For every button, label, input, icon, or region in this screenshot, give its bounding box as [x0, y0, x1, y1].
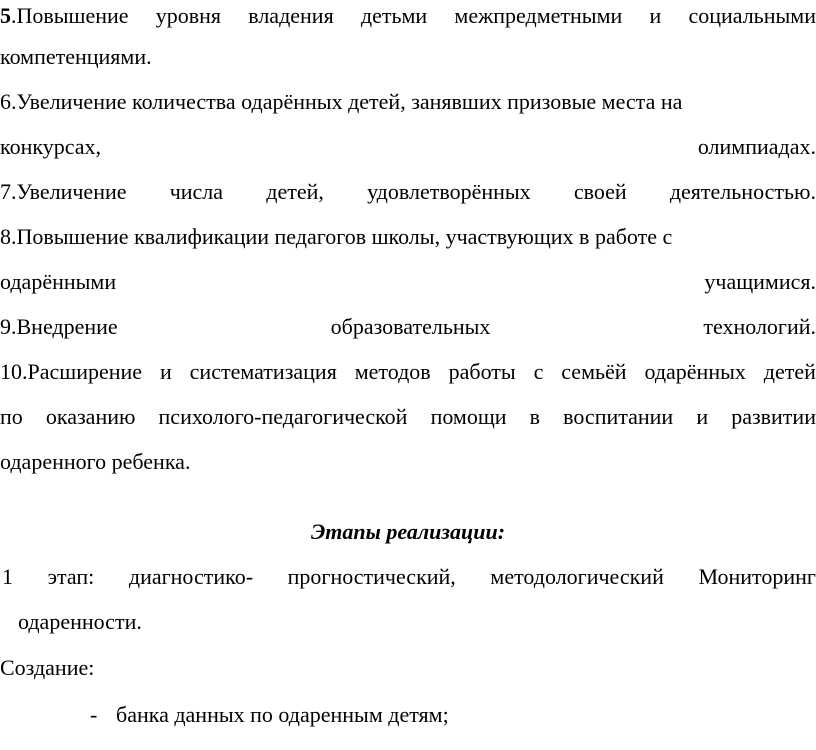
- item-7-word-5: своей: [573, 179, 627, 204]
- item-10-l2-word-2: оказанию: [45, 404, 136, 429]
- stage-1-line-2: одаренности.: [18, 609, 142, 634]
- item-8-word-2: учащимися.: [704, 269, 816, 294]
- item-10-l1-word-4: методов: [354, 359, 431, 384]
- bullet-dash: -: [90, 702, 98, 727]
- item-8-word-1: одарёнными: [0, 269, 117, 294]
- item-7-word-6: деятельностью.: [669, 179, 816, 204]
- item-10-l2-word-3: психолого-педагогической: [158, 404, 408, 429]
- item-9-word-2: образовательных: [330, 314, 491, 339]
- item-10-l1-word-3: систематизация: [189, 359, 337, 384]
- item-10-l1-word-1: 10.Расширение: [0, 359, 143, 384]
- item-5-word-1: 5.Повышение: [0, 3, 129, 28]
- item-10-l1-word-6: с: [533, 359, 544, 384]
- bullet-item-1: [90, 701, 790, 729]
- item-10-l2-word-5: в: [529, 404, 541, 429]
- item-5-word-6: и: [649, 3, 662, 28]
- item-10-l2-word-7: и: [696, 404, 709, 429]
- item-7-word-4: удовлетворённых: [367, 179, 531, 204]
- item-7-word-1: 7.Увеличение: [0, 179, 127, 204]
- item-10-l2-word-6: воспитании: [563, 404, 674, 429]
- item-9-word-1: 9.Внедрение: [0, 314, 118, 339]
- item-6-word-1: конкурсах,: [0, 134, 102, 159]
- item-10-l1-word-7: семьёй: [561, 359, 627, 384]
- stage-1-word-3: диагностико-: [128, 564, 254, 589]
- stage-1-word-1: 1: [2, 564, 13, 589]
- item-10-l1-word-8: одарённых: [644, 359, 746, 384]
- item-5-word-7: социальными: [688, 3, 816, 28]
- item-10-line-2: [0, 403, 816, 431]
- stages-heading: Этапы реализации:: [310, 519, 506, 544]
- stage-1-word-5: методологический: [490, 564, 664, 589]
- item-5-word-3: владения: [248, 3, 334, 28]
- item-5-word-5: межпредметными: [454, 3, 623, 28]
- item-8-line-1: 8.Повышение квалификации педагогов школы, участвующих в работе с: [0, 224, 673, 249]
- item-9-line: [0, 313, 816, 341]
- item-5-word-2: уровня: [155, 3, 222, 28]
- item-10-l2-word-1: по: [0, 404, 23, 429]
- item-5-word-4: детьми: [360, 3, 428, 28]
- item-5-word-1-text: Повышение: [16, 3, 129, 28]
- item-10-l1-word-9: детей: [763, 359, 816, 384]
- item-7-word-3: детей,: [266, 179, 324, 204]
- item-10-line-3: одаренного ребенка.: [0, 449, 191, 474]
- item-10-l2-word-8: развитии: [731, 404, 816, 429]
- stage-1-word-6: Мониторинг: [698, 564, 816, 589]
- item-5-line-1: [0, 2, 816, 30]
- creation-label: Создание:: [0, 655, 95, 680]
- item-5-line-2: компетенциями.: [0, 44, 152, 69]
- item-5-number: 5: [0, 3, 11, 28]
- stage-1-line-1: [0, 563, 816, 591]
- item-6-line-1: 6.Увеличение количества одарённых детей, занявших призовые места на: [0, 89, 683, 114]
- item-8-line-2: [0, 268, 816, 296]
- item-10-l1-word-2: и: [159, 359, 172, 384]
- item-10-l1-word-5: работы: [448, 359, 516, 384]
- item-9-word-3: технологий.: [703, 314, 816, 339]
- item-7-line: [0, 178, 816, 206]
- item-10-line-1: [0, 358, 816, 386]
- stage-1-word-2: этап:: [47, 564, 95, 589]
- item-6-line-2: [0, 133, 816, 161]
- item-7-word-2: числа: [169, 179, 224, 204]
- item-10-l2-word-4: помощи: [430, 404, 507, 429]
- item-6-word-2: олимпиадах.: [697, 134, 816, 159]
- bullet-item-1-text: банка данных по одаренным детям;: [116, 702, 449, 727]
- stage-1-word-4: прогностический,: [287, 564, 456, 589]
